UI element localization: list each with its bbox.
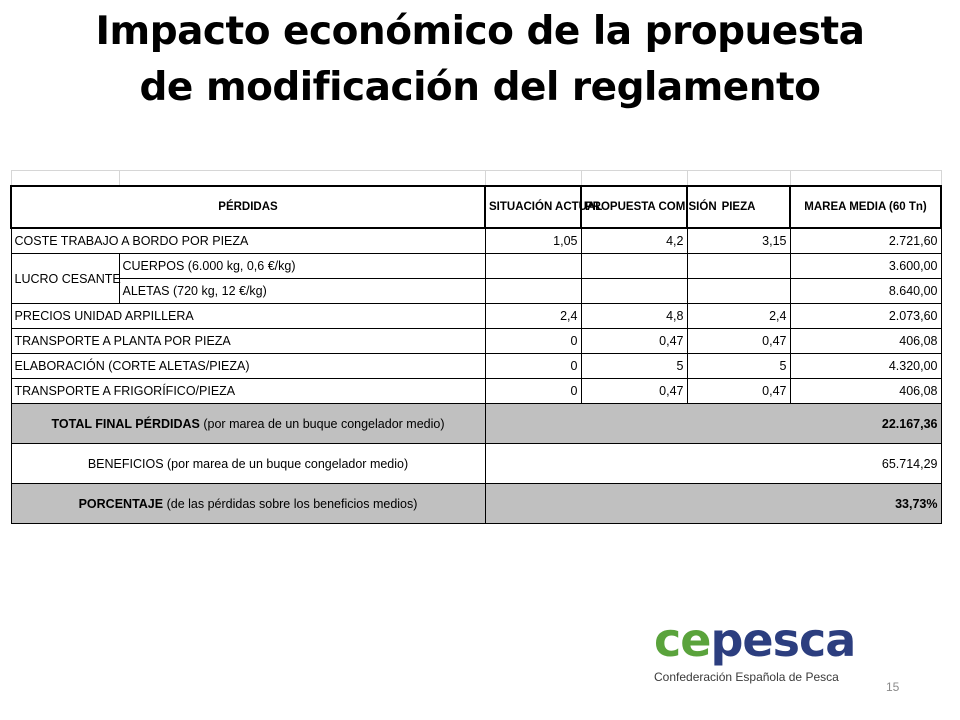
title-line-2: de modificación del reglamento — [139, 65, 821, 110]
porcentaje-label-bold: PORCENTAJE — [78, 496, 164, 511]
total-value — [485, 404, 941, 444]
logo-subtitle: Confederación Española de Pesca — [654, 670, 839, 684]
pieza-value: 3,15 — [687, 228, 790, 254]
porcentaje-label — [11, 484, 485, 524]
table-row-lucro-cuerpos — [11, 254, 941, 279]
marea-value: 2.073,60 — [790, 304, 941, 329]
page-number: 15 — [886, 680, 900, 694]
row-label: ELABORACIÓN (CORTE ALETAS/PIEZA) — [11, 354, 485, 379]
pieza-value: 5 — [687, 354, 790, 379]
porcentaje-label-rest: (de las pérdidas sobre los beneficios medios) — [163, 496, 418, 511]
lucro-cesante-label: LUCRO CESANTE — [11, 254, 119, 304]
aletas-value: 8.640,00 — [790, 279, 941, 304]
row-label: PRECIOS UNIDAD ARPILLERA — [11, 304, 485, 329]
porcentaje-value-text: 33,73% — [895, 496, 938, 511]
marea-value: 406,08 — [790, 379, 941, 404]
situacion-value: 0 — [485, 379, 581, 404]
total-label — [11, 404, 485, 444]
marea-value: 406,08 — [790, 329, 941, 354]
header-perdidas: PÉRDIDAS — [11, 186, 485, 228]
pieza-value: 2,4 — [687, 304, 790, 329]
slide-title — [0, 4, 960, 116]
situacion-value: 0 — [485, 329, 581, 354]
total-row — [11, 404, 941, 444]
losses-table — [10, 170, 942, 524]
beneficios-row — [11, 444, 941, 484]
beneficios-label: BENEFICIOS (por marea de un buque congelador medio) — [11, 444, 485, 484]
spreadsheet-grid-row — [11, 171, 941, 187]
porcentaje-row — [11, 484, 941, 524]
propuesta-value: 4,2 — [581, 228, 687, 254]
cepesca-logo — [654, 614, 855, 666]
propuesta-value: 0,47 — [581, 379, 687, 404]
table-row — [11, 329, 941, 354]
table-row — [11, 379, 941, 404]
beneficios-value: 65.714,29 — [485, 444, 941, 484]
total-label-rest: (por marea de un buque congelador medio) — [199, 416, 445, 431]
situacion-value: 0 — [485, 354, 581, 379]
cuerpos-label: CUERPOS (6.000 kg, 0,6 €/kg) — [119, 254, 485, 279]
header-pieza: PIEZA — [687, 186, 790, 228]
table-row — [11, 304, 941, 329]
pieza-value: 0,47 — [687, 379, 790, 404]
situacion-value: 2,4 — [485, 304, 581, 329]
row-label: TRANSPORTE A PLANTA POR PIEZA — [11, 329, 485, 354]
cuerpos-value: 3.600,00 — [790, 254, 941, 279]
total-label-bold: TOTAL FINAL PÉRDIDAS — [51, 416, 200, 431]
table-row — [11, 354, 941, 379]
row-label: COSTE TRABAJO A BORDO POR PIEZA — [11, 228, 485, 254]
row-label: TRANSPORTE A FRIGORÍFICO/PIEZA — [11, 379, 485, 404]
total-value-text: 22.167,36 — [881, 416, 938, 431]
marea-value: 4.320,00 — [790, 354, 941, 379]
pieza-value: 0,47 — [687, 329, 790, 354]
header-marea-media: MAREA MEDIA (60 Tn) — [790, 186, 941, 228]
logo-ce: ce — [654, 613, 711, 667]
header-row — [11, 186, 941, 228]
header-situacion-actual: SITUACIÓN ACTUAL — [485, 186, 581, 228]
marea-value: 2.721,60 — [790, 228, 941, 254]
title-line-1: Impacto económico de la propuesta — [95, 9, 865, 54]
logo-pesca: pesca — [710, 613, 856, 667]
propuesta-value: 0,47 — [581, 329, 687, 354]
table-row-lucro-aletas — [11, 279, 941, 304]
propuesta-value: 5 — [581, 354, 687, 379]
header-propuesta-comision: PROPUESTA COMISIÓN — [581, 186, 687, 228]
aletas-label: ALETAS (720 kg, 12 €/kg) — [119, 279, 485, 304]
porcentaje-value — [485, 484, 941, 524]
table-row — [11, 228, 941, 254]
situacion-value: 1,05 — [485, 228, 581, 254]
propuesta-value: 4,8 — [581, 304, 687, 329]
